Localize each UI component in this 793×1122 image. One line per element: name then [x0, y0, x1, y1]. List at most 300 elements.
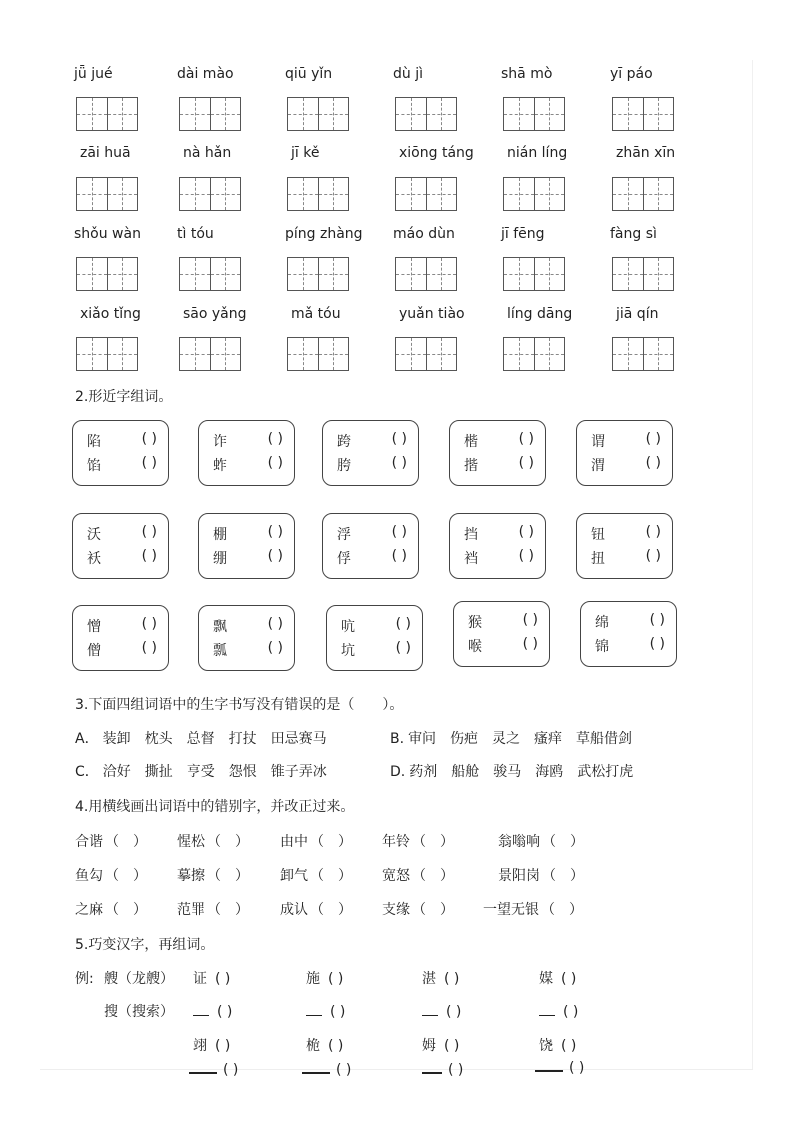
- word-line[interactable]: [341, 616, 411, 636]
- word-pair-card: [198, 420, 295, 486]
- transform-item[interactable]: [306, 968, 343, 988]
- answer-blank[interactable]: ( ): [395, 640, 411, 656]
- page-edge: [40, 1069, 753, 1070]
- word-pair-card: [322, 513, 419, 579]
- grid-cell[interactable]: [211, 178, 241, 210]
- grid-cell[interactable]: [535, 178, 565, 210]
- correction-item[interactable]: [75, 831, 147, 851]
- answer-blank[interactable]: ( ): [391, 431, 407, 447]
- answer-blank[interactable]: ( ): [215, 1038, 231, 1054]
- word-line[interactable]: [595, 612, 665, 632]
- answer-blank[interactable]: ( ): [649, 612, 665, 628]
- character: 俘: [337, 551, 351, 567]
- character: 绷: [213, 551, 227, 567]
- word-line[interactable]: [87, 640, 157, 660]
- pinyin-label: shǒu wàn: [74, 226, 141, 242]
- pinyin-label: dài mào: [177, 66, 234, 82]
- wrong-word: 成认: [280, 902, 308, 918]
- section-title: 4.用横线画出词语中的错别字，并改正过来。: [75, 799, 355, 815]
- wrong-word: 惺松: [177, 834, 205, 850]
- transform-item[interactable]: [306, 1035, 343, 1055]
- answer-blank[interactable]: （ ）: [412, 834, 454, 850]
- option-label: B.: [390, 731, 405, 747]
- word-line[interactable]: [591, 431, 661, 451]
- correction-item[interactable]: [382, 899, 454, 919]
- grid-cell[interactable]: [427, 98, 457, 130]
- new-character-blank[interactable]: [539, 1001, 555, 1016]
- correction-item[interactable]: [177, 831, 249, 851]
- correction-item[interactable]: [280, 899, 352, 919]
- pinyin-label: nián líng: [507, 145, 568, 161]
- word-line[interactable]: [87, 431, 157, 451]
- grid-cell[interactable]: [180, 98, 211, 130]
- correction-item[interactable]: [498, 865, 584, 885]
- writing-grid[interactable]: [503, 177, 565, 211]
- word-line[interactable]: [337, 455, 407, 475]
- answer-blank[interactable]: ( ): [141, 524, 157, 540]
- grid-cell[interactable]: [504, 338, 535, 370]
- character: 锦: [595, 639, 609, 655]
- word-line[interactable]: [591, 524, 661, 544]
- correction-item[interactable]: [177, 899, 249, 919]
- wrong-word: 由中: [280, 834, 308, 850]
- character: 姆: [422, 1038, 436, 1054]
- word-pair-card: [449, 513, 546, 579]
- grid-cell[interactable]: [504, 98, 535, 130]
- transform-item[interactable]: [539, 1035, 576, 1055]
- word-pair-card: [198, 605, 295, 671]
- transform-answer[interactable]: [535, 1058, 584, 1076]
- wrong-word: 鱼勾: [75, 868, 103, 884]
- option-label: A．: [75, 731, 99, 747]
- answer-blank[interactable]: ( ): [645, 455, 661, 471]
- pinyin-label: xiǎo tǐng: [80, 306, 141, 322]
- answer-blank[interactable]: ( ): [141, 640, 157, 656]
- grid-cell[interactable]: [77, 258, 108, 290]
- word-pair-card: [449, 420, 546, 486]
- grid-cell[interactable]: [77, 338, 108, 370]
- section-title: 3.下面四组词语中的生字书写没有错误的是（ ）。: [75, 697, 404, 713]
- character: 陷: [87, 434, 101, 450]
- transform-item[interactable]: [193, 968, 230, 988]
- grid-cell[interactable]: [288, 98, 319, 130]
- answer-blank[interactable]: ( ): [328, 971, 344, 987]
- transform-item[interactable]: [193, 1035, 230, 1055]
- option-a[interactable]: [75, 728, 327, 748]
- grid-cell[interactable]: [319, 258, 349, 290]
- answer-blank[interactable]: （ ）: [542, 834, 584, 850]
- grid-cell[interactable]: [613, 178, 644, 210]
- writing-grid[interactable]: [612, 337, 674, 371]
- answer-blank[interactable]: ( ): [563, 1004, 579, 1020]
- wrong-word: 景阳岗: [498, 868, 540, 884]
- writing-grid[interactable]: [503, 257, 565, 291]
- word-line[interactable]: [464, 524, 534, 544]
- answer-blank[interactable]: （ ）: [310, 902, 352, 918]
- grid-cell[interactable]: [613, 98, 644, 130]
- answer-blank[interactable]: （ ）: [412, 868, 454, 884]
- writing-grid[interactable]: [287, 97, 349, 131]
- writing-grid[interactable]: [287, 257, 349, 291]
- answer-blank[interactable]: ( ): [448, 1062, 464, 1078]
- transform-item[interactable]: [422, 1035, 459, 1055]
- option-b[interactable]: [390, 728, 632, 748]
- word-line[interactable]: [213, 616, 283, 636]
- writing-grid[interactable]: [76, 337, 138, 371]
- writing-grid[interactable]: [612, 97, 674, 131]
- writing-grid[interactable]: [612, 257, 674, 291]
- grid-cell[interactable]: [504, 178, 535, 210]
- word-line[interactable]: [341, 640, 411, 660]
- answer-blank[interactable]: ( ): [645, 524, 661, 540]
- new-character-blank[interactable]: [422, 1060, 442, 1074]
- answer-blank[interactable]: ( ): [267, 431, 283, 447]
- character: 跨: [337, 434, 351, 450]
- answer-blank[interactable]: （ ）: [105, 902, 147, 918]
- word-line[interactable]: [464, 548, 534, 568]
- answer-blank[interactable]: ( ): [267, 548, 283, 564]
- character: 馅: [87, 458, 101, 474]
- answer-blank[interactable]: ( ): [391, 524, 407, 540]
- new-character-blank[interactable]: [422, 1001, 438, 1016]
- option-label: D.: [390, 764, 406, 780]
- wrong-word: 年铃: [382, 834, 410, 850]
- character: 诈: [213, 434, 227, 450]
- character: 胯: [337, 458, 351, 474]
- writing-grid[interactable]: [76, 257, 138, 291]
- word-line[interactable]: [591, 455, 661, 475]
- pinyin-label: yī páo: [610, 66, 653, 82]
- grid-cell[interactable]: [108, 98, 138, 130]
- option-words: 审问 伤疤 灵之 瘙痒 草船借剑: [408, 731, 633, 747]
- writing-grid[interactable]: [503, 97, 565, 131]
- word-line[interactable]: [213, 431, 283, 451]
- answer-blank[interactable]: ( ): [391, 455, 407, 471]
- option-words: 药剂 船舱 骏马 海鸥 武松打虎: [409, 764, 634, 780]
- answer-blank[interactable]: ( ): [223, 1062, 239, 1078]
- wrong-word: 翁嗡响: [498, 834, 540, 850]
- character: 媒: [539, 971, 553, 987]
- grid-cell[interactable]: [108, 338, 138, 370]
- character: 桅: [306, 1038, 320, 1054]
- character: 施: [306, 971, 320, 987]
- writing-grid[interactable]: [179, 97, 241, 131]
- transform-answer[interactable]: [539, 1001, 578, 1020]
- pinyin-label: yuǎn tiào: [399, 306, 465, 322]
- answer-blank[interactable]: ( ): [444, 971, 460, 987]
- character: 蚱: [213, 458, 227, 474]
- pinyin-label: nà hǎn: [183, 145, 232, 161]
- writing-grid[interactable]: [179, 337, 241, 371]
- answer-blank[interactable]: （ ）: [105, 868, 147, 884]
- transform-item[interactable]: [539, 968, 576, 988]
- character: 沃: [87, 527, 101, 543]
- word-line[interactable]: [337, 524, 407, 544]
- writing-grid[interactable]: [503, 337, 565, 371]
- word-line[interactable]: [213, 455, 283, 475]
- new-character-blank[interactable]: [302, 1060, 330, 1074]
- word-pair-card: [72, 513, 169, 579]
- grid-cell[interactable]: [319, 98, 349, 130]
- answer-blank[interactable]: ( ): [217, 1004, 233, 1020]
- character: 湛: [422, 971, 436, 987]
- character: 喉: [468, 639, 482, 655]
- grid-cell[interactable]: [535, 338, 565, 370]
- character: 挡: [464, 527, 478, 543]
- answer-blank[interactable]: ( ): [649, 636, 665, 652]
- answer-blank[interactable]: ( ): [215, 971, 231, 987]
- wrong-word: 支缘: [382, 902, 410, 918]
- pinyin-label: líng dāng: [507, 306, 573, 322]
- word-line[interactable]: [464, 455, 534, 475]
- character: 僧: [87, 643, 101, 659]
- option-words: 洽好 撕扯 亨受 怨恨 锥子弄冰: [102, 764, 327, 780]
- answer-blank[interactable]: ( ): [267, 524, 283, 540]
- wrong-word: 卸气: [280, 868, 308, 884]
- writing-grid[interactable]: [395, 97, 457, 131]
- correction-item[interactable]: [280, 831, 352, 851]
- word-line[interactable]: [591, 548, 661, 568]
- grid-cell[interactable]: [319, 338, 349, 370]
- grid-cell[interactable]: [108, 258, 138, 290]
- grid-cell[interactable]: [396, 338, 427, 370]
- answer-blank[interactable]: ( ): [522, 636, 538, 652]
- word-line[interactable]: [213, 548, 283, 568]
- wrong-word: 范罪: [177, 902, 205, 918]
- grid-cell[interactable]: [427, 178, 457, 210]
- grid-cell[interactable]: [108, 178, 138, 210]
- correction-item[interactable]: [498, 831, 584, 851]
- transform-answer[interactable]: [189, 1060, 238, 1078]
- transform-answer[interactable]: [302, 1060, 351, 1078]
- pinyin-label: shā mò: [501, 66, 553, 82]
- grid-cell[interactable]: [396, 258, 427, 290]
- correction-item[interactable]: [382, 865, 454, 885]
- writing-grid[interactable]: [76, 177, 138, 211]
- grid-cell[interactable]: [319, 178, 349, 210]
- answer-blank[interactable]: ( ): [330, 1004, 346, 1020]
- answer-blank[interactable]: （ ）: [310, 834, 352, 850]
- pinyin-label: jī fēng: [501, 226, 545, 242]
- grid-cell[interactable]: [427, 258, 457, 290]
- answer-blank[interactable]: （ ）: [541, 902, 583, 918]
- character: 翊: [193, 1038, 207, 1054]
- word-pair-card: [576, 513, 673, 579]
- option-words: 装卸 枕头 总督 打扙 田忌赛马: [102, 731, 327, 747]
- character: 浮: [337, 527, 351, 543]
- correction-item[interactable]: [75, 865, 147, 885]
- character: 棚: [213, 527, 227, 543]
- answer-blank[interactable]: ( ): [141, 548, 157, 564]
- transform-answer[interactable]: [193, 1001, 232, 1020]
- answer-blank[interactable]: （ ）: [542, 868, 584, 884]
- word-line[interactable]: [468, 612, 538, 632]
- grid-cell[interactable]: [211, 338, 241, 370]
- correction-item[interactable]: [382, 831, 454, 851]
- pinyin-label: qiū yǐn: [285, 66, 333, 82]
- pinyin-label: zhān xīn: [616, 145, 676, 161]
- transform-item[interactable]: [422, 968, 459, 988]
- writing-grid[interactable]: [179, 177, 241, 211]
- word-pair-card: [326, 605, 423, 671]
- character: 瓢: [213, 643, 227, 659]
- word-pair-card: [322, 420, 419, 486]
- word-line[interactable]: [213, 524, 283, 544]
- character: 裆: [464, 551, 478, 567]
- grid-cell[interactable]: [396, 178, 427, 210]
- word-line[interactable]: [213, 640, 283, 660]
- character: 吭: [341, 619, 355, 635]
- grid-cell[interactable]: [211, 258, 241, 290]
- answer-blank[interactable]: ( ): [645, 548, 661, 564]
- answer-blank[interactable]: ( ): [446, 1004, 462, 1020]
- answer-blank[interactable]: ( ): [518, 524, 534, 540]
- answer-blank[interactable]: ( ): [569, 1060, 585, 1076]
- answer-blank[interactable]: ( ): [391, 548, 407, 564]
- grid-cell[interactable]: [77, 178, 108, 210]
- grid-cell[interactable]: [77, 98, 108, 130]
- answer-blank[interactable]: ( ): [267, 616, 283, 632]
- answer-blank[interactable]: ( ): [336, 1062, 352, 1078]
- pinyin-label: fàng sì: [610, 226, 657, 242]
- answer-blank[interactable]: ( ): [328, 1038, 344, 1054]
- option-label: C．: [75, 764, 99, 780]
- pinyin-label: xiōng táng: [399, 145, 474, 161]
- new-character-blank[interactable]: [189, 1060, 217, 1074]
- option-c[interactable]: [75, 761, 327, 781]
- answer-blank[interactable]: ( ): [444, 1038, 460, 1054]
- page-edge: [752, 60, 753, 1069]
- grid-cell[interactable]: [613, 338, 644, 370]
- word-line[interactable]: [87, 616, 157, 636]
- grid-cell[interactable]: [535, 258, 565, 290]
- grid-cell[interactable]: [535, 98, 565, 130]
- answer-blank[interactable]: ( ): [267, 455, 283, 471]
- word-line[interactable]: [464, 431, 534, 451]
- character: 袄: [87, 551, 101, 567]
- writing-grid[interactable]: [287, 337, 349, 371]
- character: 猴: [468, 615, 482, 631]
- answer-blank[interactable]: （ ）: [207, 902, 249, 918]
- pinyin-label: zāi huā: [80, 145, 131, 161]
- character: 谓: [591, 434, 605, 450]
- grid-cell[interactable]: [180, 338, 211, 370]
- character: 憎: [87, 619, 101, 635]
- pinyin-label: mǎ tóu: [291, 306, 341, 322]
- word-pair-card: [580, 601, 677, 667]
- grid-cell[interactable]: [644, 258, 674, 290]
- answer-blank[interactable]: ( ): [518, 455, 534, 471]
- word-pair-card: [453, 601, 550, 667]
- writing-grid[interactable]: [76, 97, 138, 131]
- correction-item[interactable]: [177, 865, 249, 885]
- writing-grid[interactable]: [612, 177, 674, 211]
- character: 绵: [595, 615, 609, 631]
- example-word-1: 艘（龙艘）: [104, 971, 174, 987]
- word-pair-card: [72, 605, 169, 671]
- answer-blank[interactable]: ( ): [395, 616, 411, 632]
- grid-cell[interactable]: [644, 178, 674, 210]
- example-word-2: 搜（搜索）: [104, 1004, 174, 1020]
- writing-grid[interactable]: [395, 177, 457, 211]
- answer-blank[interactable]: ( ): [522, 612, 538, 628]
- word-line[interactable]: [87, 524, 157, 544]
- answer-blank[interactable]: ( ): [267, 640, 283, 656]
- grid-cell[interactable]: [644, 98, 674, 130]
- character: 钮: [591, 527, 605, 543]
- pinyin-label: jiā qín: [616, 306, 659, 322]
- grid-cell[interactable]: [396, 98, 427, 130]
- grid-cell[interactable]: [288, 178, 319, 210]
- writing-grid[interactable]: [287, 177, 349, 211]
- grid-cell[interactable]: [180, 178, 211, 210]
- answer-blank[interactable]: （ ）: [207, 868, 249, 884]
- character: 坑: [341, 643, 355, 659]
- word-line[interactable]: [87, 455, 157, 475]
- answer-blank[interactable]: （ ）: [310, 868, 352, 884]
- answer-blank[interactable]: ( ): [518, 548, 534, 564]
- correction-item[interactable]: [280, 865, 352, 885]
- transform-answer[interactable]: [422, 1001, 461, 1020]
- grid-cell[interactable]: [644, 338, 674, 370]
- grid-cell[interactable]: [288, 258, 319, 290]
- grid-cell[interactable]: [427, 338, 457, 370]
- answer-blank[interactable]: （ ）: [207, 834, 249, 850]
- character: 渭: [591, 458, 605, 474]
- writing-grid[interactable]: [395, 337, 457, 371]
- grid-cell[interactable]: [211, 98, 241, 130]
- word-line[interactable]: [337, 431, 407, 451]
- character: 楷: [464, 434, 478, 450]
- answer-blank[interactable]: （ ）: [412, 902, 454, 918]
- option-d[interactable]: [390, 761, 633, 781]
- answer-blank[interactable]: ( ): [645, 431, 661, 447]
- word-line[interactable]: [595, 636, 665, 656]
- new-character-blank[interactable]: [535, 1058, 563, 1072]
- example-label: 例:: [75, 971, 94, 987]
- character: 飘: [213, 619, 227, 635]
- answer-blank[interactable]: ( ): [141, 431, 157, 447]
- writing-grid[interactable]: [395, 257, 457, 291]
- pinyin-label: tì tóu: [177, 226, 214, 242]
- new-character-blank[interactable]: [306, 1001, 322, 1016]
- correction-item[interactable]: [483, 899, 583, 919]
- answer-blank[interactable]: （ ）: [105, 834, 147, 850]
- new-character-blank[interactable]: [193, 1001, 209, 1016]
- grid-cell[interactable]: [504, 258, 535, 290]
- correction-item[interactable]: [75, 899, 147, 919]
- word-line[interactable]: [337, 548, 407, 568]
- grid-cell[interactable]: [613, 258, 644, 290]
- writing-grid[interactable]: [179, 257, 241, 291]
- word-line[interactable]: [468, 636, 538, 656]
- answer-blank[interactable]: ( ): [561, 1038, 577, 1054]
- grid-cell[interactable]: [180, 258, 211, 290]
- pinyin-label: jī kě: [291, 145, 320, 161]
- transform-answer[interactable]: [422, 1060, 463, 1078]
- answer-blank[interactable]: ( ): [141, 616, 157, 632]
- wrong-word: 一望无银: [483, 902, 539, 918]
- word-line[interactable]: [87, 548, 157, 568]
- wrong-word: 之麻: [75, 902, 103, 918]
- character: 饶: [539, 1038, 553, 1054]
- answer-blank[interactable]: ( ): [561, 971, 577, 987]
- grid-cell[interactable]: [288, 338, 319, 370]
- answer-blank[interactable]: ( ): [518, 431, 534, 447]
- section-title: 5.巧变汉字，再组词。: [75, 937, 215, 953]
- transform-answer[interactable]: [306, 1001, 345, 1020]
- answer-blank[interactable]: ( ): [141, 455, 157, 471]
